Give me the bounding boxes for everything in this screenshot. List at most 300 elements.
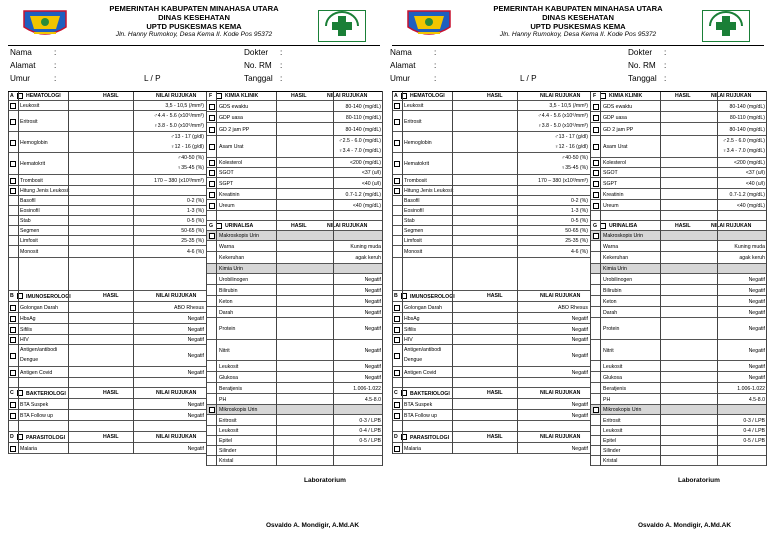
grid-line	[206, 91, 207, 466]
patient-name-colon[interactable]: :	[54, 48, 57, 57]
reference-value: Kuning muda	[734, 243, 765, 250]
patient-age-colon[interactable]: :	[54, 74, 57, 83]
reference-value: Negatif	[571, 353, 588, 359]
right-cell	[590, 264, 766, 274]
test-name: Nitrit	[219, 347, 230, 354]
reference-value: ♂40-50 (%)	[561, 155, 588, 161]
test-name: Mikroskopis Urin	[603, 407, 642, 413]
reference-value: 3,5 - 10,5 (/mm³)	[165, 103, 204, 109]
reference-value-female: ♀12 - 16 (g/dl)	[170, 144, 204, 150]
reference-value: 170 – 380 (x10³/mm³)	[154, 177, 204, 184]
grid-line	[766, 91, 767, 466]
test-name: BTA Suspek	[20, 401, 49, 408]
right-row	[8, 136, 382, 158]
record-number-label: No. RM	[628, 61, 656, 70]
patient-name-label: Nama	[390, 48, 412, 57]
test-name: Eritrosit	[20, 118, 38, 125]
reference-value: <37 (u/l)	[745, 170, 765, 176]
section-letter: F	[209, 93, 213, 99]
reference-value: Negatif	[187, 326, 204, 333]
test-checkbox[interactable]	[593, 233, 599, 239]
test-name: Glukosa	[219, 374, 239, 381]
right-row	[8, 394, 382, 405]
reference-value-female: ♀3.8 - 5.0 (x10⁶/mm³)	[153, 123, 204, 129]
test-checkbox[interactable]	[593, 407, 599, 413]
grid-line	[660, 91, 661, 466]
signer-name: Osvaldo A. Mondigir, A.Md.AK	[638, 522, 732, 529]
reference-value: Negatif	[187, 401, 204, 408]
reference-value: ♂4.4 - 5.6 (x10⁶/mm³)	[153, 113, 204, 119]
test-name: Stab	[20, 218, 31, 224]
right-row	[8, 112, 382, 123]
reference-value: 4.5-8.0	[364, 396, 381, 403]
patient-name-label: Nama	[10, 48, 32, 57]
nilai-rujukan-header: NILAI RUJUKAN	[540, 434, 581, 440]
grid-line	[517, 91, 518, 454]
test-name: BTA Suspek	[404, 401, 433, 408]
reference-value-female: ♀3.8 - 5.0 (x10⁶/mm³)	[537, 123, 588, 129]
reference-value: Negatif	[364, 298, 381, 305]
reference-value: 0.7-1.2 (mg/dL)	[729, 191, 765, 198]
section-title: HEMATOLOGI	[26, 93, 61, 99]
right-cell	[206, 158, 382, 168]
test-checkbox[interactable]	[593, 104, 599, 110]
reference-value: Negatif	[187, 337, 204, 343]
doctor-colon[interactable]: :	[664, 48, 667, 57]
test-name: Kolesterol	[219, 160, 243, 166]
reference-value: 0-4 / LPB	[359, 428, 381, 434]
reference-value: Negatif	[364, 326, 381, 332]
right-cell	[590, 446, 766, 456]
right-cell	[206, 318, 382, 340]
reference-value: 1.006-1.022	[353, 385, 381, 392]
right-row	[392, 274, 766, 285]
test-name: Ureum	[219, 202, 235, 209]
right-cell	[590, 285, 766, 296]
test-name: Basofil	[20, 198, 36, 204]
date-colon[interactable]: :	[280, 74, 283, 83]
test-name: Asam Urat	[603, 144, 628, 150]
right-cell	[590, 361, 766, 372]
test-checkbox[interactable]	[209, 144, 215, 150]
right-row	[8, 252, 382, 264]
test-checkbox[interactable]	[209, 233, 215, 239]
test-checkbox[interactable]	[209, 181, 215, 187]
reference-value: 25-35 (%)	[181, 238, 204, 244]
test-name: PH	[603, 396, 611, 403]
reference-value: 0-5 / LPB	[743, 438, 765, 444]
nilai-rujukan-header: NILAI RUJUKAN	[711, 93, 752, 99]
test-name: Golongan Darah	[20, 304, 59, 311]
section-title: KIMIA KLINIK	[609, 93, 643, 99]
date-label: Tanggal	[628, 74, 657, 83]
test-name: Silinder	[603, 448, 621, 454]
reference-value: <200 (mg/dL)	[734, 160, 765, 166]
grid-line	[133, 91, 134, 454]
test-name: GDP uasa	[603, 114, 627, 121]
nilai-rujukan-header: NILAI RUJUKAN	[327, 223, 368, 229]
reference-value: ♂13 - 17 (g/dl)	[554, 134, 588, 140]
right-cell	[590, 123, 766, 136]
section-title: PARASITOLOGI	[410, 434, 450, 441]
reference-value: ♂2.5 - 6.0 (mg/dL)	[722, 138, 765, 144]
right-cell	[206, 405, 382, 415]
reference-value: Negatif	[571, 401, 588, 408]
right-row	[392, 264, 766, 274]
right-cell	[590, 436, 766, 446]
right-row	[392, 307, 766, 318]
reference-value: Negatif	[748, 347, 765, 354]
test-checkbox[interactable]	[593, 192, 599, 198]
section-title: HEMATOLOGI	[410, 93, 445, 99]
right-cell	[590, 231, 766, 241]
header-line2: DINAS KESEHATAN	[542, 13, 614, 22]
reference-value: Negatif	[187, 445, 204, 452]
test-name: GD 2 jam PP	[219, 126, 250, 133]
right-row	[8, 221, 382, 231]
test-name: Kekeruhan	[603, 255, 629, 261]
right-cell	[206, 123, 382, 136]
right-row	[8, 200, 382, 211]
right-cell	[206, 178, 382, 189]
reference-value: 80-140 (mg/dL)	[729, 103, 765, 110]
test-checkbox[interactable]	[593, 115, 599, 121]
reference-value: 0-3 / LPB	[743, 417, 765, 424]
test-checkbox[interactable]	[209, 407, 215, 413]
reference-value-female: ♀3.4 - 7.0 (mg/dL)	[338, 148, 381, 154]
test-name: Asam Urat	[219, 144, 244, 150]
section-title: URINALISA	[609, 223, 638, 229]
right-row	[8, 285, 382, 296]
lab-title: Laboratorium	[304, 477, 346, 484]
right-cell	[206, 136, 382, 158]
header-line2: DINAS KESEHATAN	[158, 13, 230, 22]
section-letter: A	[10, 93, 14, 99]
right-row	[8, 361, 382, 372]
grid-line	[68, 91, 69, 454]
right-row	[8, 446, 382, 456]
test-checkbox[interactable]	[209, 115, 215, 121]
test-name: Kristal	[219, 458, 234, 464]
record-number-colon[interactable]: :	[664, 61, 667, 70]
right-row	[8, 274, 382, 285]
test-name: Antigen/antibodi	[404, 347, 442, 353]
test-checkbox[interactable]	[209, 192, 215, 198]
patient-age-label: Umur	[10, 74, 31, 83]
doctor-label: Dokter	[628, 48, 653, 57]
test-name: Antigen/antibodi	[20, 347, 58, 353]
test-checkbox[interactable]	[593, 127, 599, 133]
right-cell	[206, 221, 382, 231]
test-name: Hematokrit	[20, 161, 46, 167]
test-name: SGOT	[603, 170, 618, 176]
reference-value: ♂4.4 - 5.6 (x10⁶/mm³)	[537, 113, 588, 119]
doctor-label: Dokter	[244, 48, 269, 57]
right-cell	[206, 383, 382, 394]
right-cell	[206, 456, 382, 466]
test-checkbox[interactable]	[209, 160, 215, 166]
right-row	[8, 178, 382, 189]
test-name: Leukosit	[219, 428, 239, 434]
nilai-rujukan-header: NILAI RUJUKAN	[156, 434, 197, 440]
right-cell	[590, 415, 766, 426]
right-row	[392, 211, 766, 221]
reference-value: Negatif	[571, 412, 588, 419]
header-line3: UPTD PUSKESMAS KEMA	[530, 22, 626, 31]
right-cell	[590, 200, 766, 211]
patient-name-colon[interactable]: :	[434, 48, 437, 57]
section-letter: G	[593, 223, 598, 229]
test-name: Keton	[603, 298, 617, 305]
reference-value: Negatif	[571, 315, 588, 322]
patient-gender-label[interactable]: L / P	[144, 74, 161, 83]
right-cell	[206, 415, 382, 426]
reference-value: 1-3 (%)	[186, 208, 204, 214]
reference-value: <40 (mg/dL)	[736, 202, 765, 209]
right-cell	[590, 168, 766, 178]
test-name: GDP uasa	[219, 114, 243, 121]
right-cell	[590, 252, 766, 264]
right-row	[392, 394, 766, 405]
hasil-header: HASIL	[487, 434, 503, 440]
right-row	[392, 168, 766, 178]
right-cell	[590, 158, 766, 168]
section-title: PARASITOLOGI	[26, 434, 66, 441]
test-name: BTA Follow up	[20, 412, 54, 419]
header-address: Jln. Hanny Rumokoy, Desa Kema II. Kode Pos 95372	[115, 31, 273, 38]
test-name: Leukosit	[603, 363, 623, 370]
reference-value: 0-3 / LPB	[359, 417, 381, 424]
doctor-colon[interactable]: :	[280, 48, 283, 57]
reference-value: ABO Rhesus	[558, 304, 588, 311]
grid-line	[333, 91, 334, 466]
reference-value: 0-5 / LPB	[359, 438, 381, 444]
reference-value-female: ♀3.4 - 7.0 (mg/dL)	[722, 148, 765, 154]
test-name: Darah	[219, 309, 234, 316]
reference-value: Negatif	[187, 315, 204, 322]
test-name: Eosinofil	[404, 208, 424, 214]
test-name: Silinder	[219, 448, 237, 454]
grid-line	[18, 91, 19, 454]
test-checkbox[interactable]	[593, 160, 599, 166]
test-name: Kristal	[603, 458, 618, 464]
reference-value: <37 (u/l)	[361, 170, 381, 176]
test-checkbox[interactable]	[209, 104, 215, 110]
reference-value: Negatif	[748, 298, 765, 305]
right-cell	[206, 200, 382, 211]
right-row	[392, 252, 766, 264]
test-name: Warna	[603, 243, 619, 250]
right-cell	[206, 264, 382, 274]
reference-value: Negatif	[187, 369, 204, 376]
right-row	[8, 426, 382, 436]
date-colon[interactable]: :	[664, 74, 667, 83]
test-checkbox[interactable]	[593, 181, 599, 187]
test-checkbox[interactable]	[209, 170, 215, 176]
reference-value: Negatif	[571, 369, 588, 376]
right-cell	[590, 91, 766, 101]
right-cell	[206, 296, 382, 307]
right-row	[8, 296, 382, 307]
lab-form-right	[388, 0, 768, 543]
nilai-rujukan-header: NILAI RUJUKAN	[156, 390, 197, 396]
hasil-header: HASIL	[291, 223, 307, 229]
record-number-colon[interactable]: :	[280, 61, 283, 70]
nilai-rujukan-header: NILAI RUJUKAN	[156, 293, 197, 299]
right-cell	[206, 189, 382, 200]
reference-value: 0-2 (%)	[186, 198, 204, 204]
reference-value: 0.7-1.2 (mg/dL)	[345, 191, 381, 198]
test-name: Keton	[219, 298, 233, 305]
test-name: Stab	[404, 218, 415, 224]
hasil-header: HASIL	[487, 93, 503, 99]
test-name: Mikroskopis Urin	[219, 407, 258, 413]
right-row	[8, 101, 382, 112]
section-title: KIMIA KLINIK	[225, 93, 259, 99]
test-checkbox[interactable]	[209, 127, 215, 133]
reference-value: Negatif	[571, 326, 588, 333]
test-name: BTA Follow up	[404, 412, 438, 419]
right-row	[8, 405, 382, 415]
test-name: Warna	[219, 243, 235, 250]
right-cell	[590, 274, 766, 285]
right-row	[392, 340, 766, 361]
hasil-header: HASIL	[103, 93, 119, 99]
letterhead	[4, 0, 384, 46]
right-row	[392, 415, 766, 426]
reference-value-female: ♀35-45 (%)	[561, 165, 588, 171]
right-cell	[590, 241, 766, 252]
right-cell	[590, 307, 766, 318]
test-name: SGPT	[603, 180, 618, 187]
reference-value: 1.006-1.022	[737, 385, 765, 392]
test-checkbox[interactable]	[593, 203, 599, 209]
section-title: BAKTERIOLOGI	[26, 390, 66, 397]
right-row	[392, 436, 766, 446]
right-row	[8, 456, 382, 466]
right-cell	[206, 274, 382, 285]
reference-value: <200 (mg/dL)	[350, 160, 381, 166]
test-name: Trombosit	[404, 177, 427, 184]
reference-value: Negatif	[187, 353, 204, 359]
reference-value: <40 (u/l)	[361, 180, 381, 187]
right-cell	[206, 361, 382, 372]
test-name: Segmen	[20, 228, 40, 234]
right-cell	[206, 252, 382, 264]
date-label: Tanggal	[244, 74, 273, 83]
right-row	[8, 340, 382, 361]
section-letter: D	[394, 434, 398, 440]
test-name: Leukosit	[404, 103, 424, 109]
reference-value: Negatif	[748, 287, 765, 294]
section-letter: B	[394, 293, 398, 299]
right-row	[8, 307, 382, 318]
test-name: Darah	[603, 309, 618, 316]
test-name: Limfosit	[20, 238, 38, 244]
grid-line	[452, 91, 453, 454]
header-line3: UPTD PUSKESMAS KEMA	[146, 22, 242, 31]
grid-line	[717, 91, 718, 466]
test-name: Trombosit	[20, 177, 43, 184]
test-name: Makroskopis Urin	[603, 233, 644, 239]
right-cell	[206, 241, 382, 252]
patient-gender-label[interactable]: L / P	[520, 74, 537, 83]
test-name: Sifilis	[20, 326, 33, 333]
reference-value: 0-5 (%)	[570, 218, 588, 224]
nilai-rujukan-header: NILAI RUJUKAN	[540, 293, 581, 299]
right-row	[392, 241, 766, 252]
patient-age-colon[interactable]: :	[434, 74, 437, 83]
reference-value: 80-110 (mg/dL)	[729, 114, 765, 121]
reference-value: 1-3 (%)	[570, 208, 588, 214]
record-number-label: No. RM	[244, 61, 272, 70]
grid-top-line	[392, 91, 766, 92]
test-name: Limfosit	[404, 238, 422, 244]
lab-title: Laboratorium	[678, 477, 720, 484]
right-cell	[206, 101, 382, 112]
test-name: Urobilinogen	[603, 276, 633, 283]
right-cell	[206, 211, 382, 221]
test-name: Kreatinin	[603, 191, 624, 198]
test-name: Leukosit	[219, 363, 239, 370]
section-letter: G	[209, 223, 214, 229]
right-cell	[206, 91, 382, 101]
reference-value: ♂2.5 - 6.0 (mg/dL)	[338, 138, 381, 144]
right-cell	[590, 456, 766, 466]
test-name: Eritrosit	[219, 417, 237, 424]
right-row	[392, 405, 766, 415]
right-cell	[206, 436, 382, 446]
reference-value: Negatif	[748, 276, 765, 283]
test-checkbox[interactable]	[593, 144, 599, 150]
test-name: Eosinofil	[20, 208, 40, 214]
right-cell	[590, 178, 766, 189]
header-address: Jln. Hanny Rumokoy, Desa Kema II. Kode Pos 95372	[499, 31, 657, 38]
right-row	[392, 189, 766, 200]
nilai-rujukan-header: NILAI RUJUKAN	[540, 390, 581, 396]
section-letter: C	[394, 390, 398, 396]
reference-value: agak keruh	[355, 255, 381, 261]
reference-value: Negatif	[748, 309, 765, 316]
right-row	[8, 231, 382, 241]
patient-address-label: Alamat	[390, 61, 416, 70]
reference-value: 50-65 (%)	[181, 228, 204, 234]
test-checkbox[interactable]	[209, 203, 215, 209]
right-row	[8, 211, 382, 221]
regency-emblem-icon	[22, 7, 68, 41]
right-cell	[590, 340, 766, 361]
patient-address-colon[interactable]: :	[434, 61, 437, 70]
reference-value: 80-140 (mg/dL)	[729, 126, 765, 133]
test-name: GD 2 jam PP	[603, 126, 634, 133]
right-row	[392, 426, 766, 436]
right-cell	[206, 446, 382, 456]
test-name: Eritrosit	[603, 417, 621, 424]
reference-value: Negatif	[364, 374, 381, 381]
test-name: Protein	[219, 326, 236, 332]
header-line1: PEMERINTAH KABUPATEN MINAHASA UTARA	[109, 4, 279, 13]
right-row	[392, 136, 766, 158]
patient-address-colon[interactable]: :	[54, 61, 57, 70]
test-name-line2: Dengue	[20, 357, 39, 363]
reference-value: 4-6 (%)	[186, 249, 204, 255]
regency-emblem-icon	[406, 7, 452, 41]
test-name: Hematokrit	[404, 161, 430, 167]
reference-value: Negatif	[187, 412, 204, 419]
test-checkbox[interactable]	[593, 170, 599, 176]
right-cell	[590, 211, 766, 221]
right-cell	[590, 405, 766, 415]
